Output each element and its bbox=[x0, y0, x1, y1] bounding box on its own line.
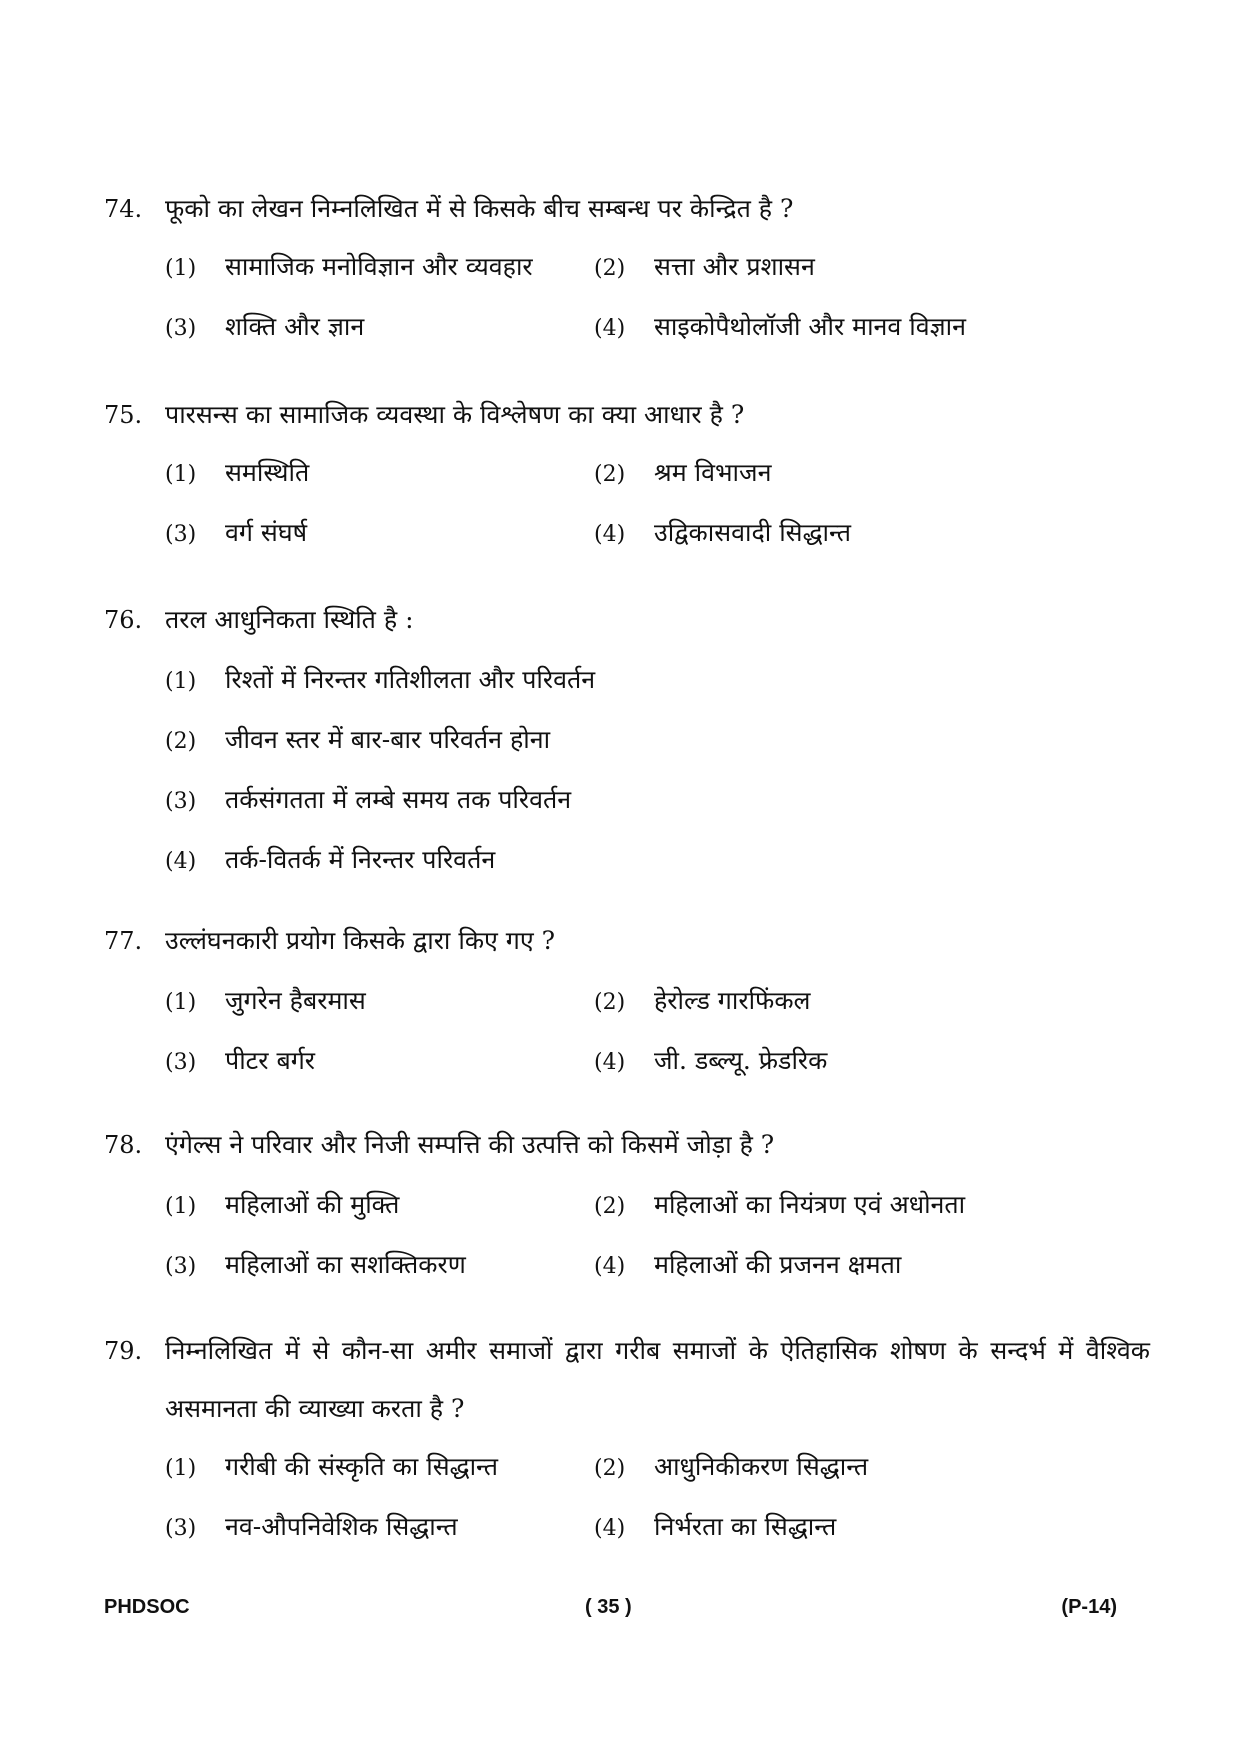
question-number: 78. bbox=[104, 1131, 143, 1159]
option-text: पीटर बर्गर bbox=[225, 1046, 316, 1075]
option-2 bbox=[594, 984, 810, 1020]
option-label: (2) bbox=[594, 256, 626, 281]
option-label: (3) bbox=[165, 316, 197, 341]
option-4 bbox=[594, 1044, 827, 1080]
question-text: फूको का लेखन निम्नलिखित में से किसके बीच सम्बन्ध पर केन्द्रित है ? bbox=[165, 194, 794, 223]
option-text: रिश्तों में निरन्तर गतिशीलता और परिवर्तन bbox=[225, 665, 596, 694]
option-text: महिलाओं का सशक्तिकरण bbox=[225, 1250, 466, 1279]
question-number: 76. bbox=[104, 606, 143, 634]
option-4 bbox=[594, 1510, 836, 1546]
footer-set: (P-14) bbox=[1061, 1596, 1117, 1618]
option-1 bbox=[165, 1188, 399, 1224]
option-label: (2) bbox=[165, 729, 197, 754]
option-1 bbox=[165, 250, 533, 286]
option-label: (4) bbox=[594, 1050, 626, 1075]
option-label: (2) bbox=[594, 1194, 626, 1219]
option-label: (3) bbox=[165, 522, 197, 547]
option-text: शक्ति और ज्ञान bbox=[225, 312, 365, 341]
option-text: आधुनिकीकरण सिद्धान्त bbox=[654, 1452, 869, 1481]
option-label: (1) bbox=[165, 990, 197, 1015]
option-text: समस्थिति bbox=[225, 458, 310, 487]
option-text: जी. डब्ल्यू. फ्रेडरिक bbox=[654, 1046, 828, 1075]
page-number: ( 35 ) bbox=[585, 1596, 632, 1618]
option-label: (3) bbox=[165, 1050, 197, 1075]
question-number: 79. bbox=[104, 1337, 143, 1365]
option-3 bbox=[165, 310, 364, 346]
option-2 bbox=[594, 1450, 868, 1486]
option-3 bbox=[165, 1510, 458, 1546]
option-label: (2) bbox=[594, 990, 626, 1015]
option-label: (2) bbox=[594, 462, 626, 487]
question-text: उल्लंघनकारी प्रयोग किसके द्वारा किए गए ? bbox=[165, 926, 556, 955]
option-label: (1) bbox=[165, 1456, 197, 1481]
question-number: 74. bbox=[104, 195, 143, 223]
option-1 bbox=[165, 1450, 498, 1486]
option-4 bbox=[594, 516, 851, 552]
option-2 bbox=[594, 456, 771, 492]
option-text: जुगरेन हैबरमास bbox=[225, 986, 366, 1015]
option-text: नव-औपनिवेशिक सिद्धान्त bbox=[225, 1512, 458, 1541]
question-text: तरल आधुनिकता स्थिति है : bbox=[165, 605, 414, 634]
option-2 bbox=[594, 1188, 965, 1224]
option-text: तर्क-वितर्क में निरन्तर परिवर्तन bbox=[225, 845, 496, 874]
option-label: (4) bbox=[165, 849, 197, 874]
option-text: वर्ग संघर्ष bbox=[225, 518, 308, 547]
question-number: 75. bbox=[104, 401, 143, 429]
option-text: गरीबी की संस्कृति का सिद्धान्त bbox=[225, 1452, 498, 1481]
question-text: पारसन्स का सामाजिक व्यवस्था के विश्लेषण का क्या आधार है ? bbox=[165, 400, 745, 429]
option-3 bbox=[165, 1044, 315, 1080]
option-label: (3) bbox=[165, 1254, 197, 1279]
option-text: महिलाओं का नियंत्रण एवं अधोनता bbox=[654, 1190, 966, 1219]
option-1 bbox=[165, 456, 309, 492]
option-1 bbox=[165, 663, 595, 699]
option-label: (2) bbox=[594, 1456, 626, 1481]
option-label: (1) bbox=[165, 256, 197, 281]
option-text: महिलाओं की मुक्ति bbox=[225, 1190, 400, 1219]
option-3 bbox=[165, 783, 571, 819]
option-4 bbox=[594, 310, 966, 346]
option-2 bbox=[594, 250, 815, 286]
option-text: महिलाओं की प्रजनन क्षमता bbox=[654, 1250, 902, 1279]
option-label: (1) bbox=[165, 1194, 197, 1219]
option-3 bbox=[165, 1248, 466, 1284]
option-text: जीवन स्तर में बार-बार परिवर्तन होना bbox=[225, 725, 551, 754]
option-text: साइकोपैथोलॉजी और मानव विज्ञान bbox=[654, 312, 967, 341]
option-label: (4) bbox=[594, 522, 626, 547]
option-label: (1) bbox=[165, 462, 197, 487]
option-text: तर्कसंगतता में लम्बे समय तक परिवर्तन bbox=[225, 785, 572, 814]
question-text: निम्नलिखित में से कौन-सा अमीर समाजों द्वारा गरीब समाजों के ऐतिहासिक शोषण के सन्दर्भ में वैश्विक असमानता की व्याख्या करता है ? bbox=[165, 1336, 1150, 1423]
option-text: सत्ता और प्रशासन bbox=[654, 252, 815, 281]
option-label: (3) bbox=[165, 789, 197, 814]
option-4 bbox=[594, 1248, 901, 1284]
option-text: हेरोल्ड गारफिंकल bbox=[654, 986, 811, 1015]
option-text: उद्विकासवादी सिद्धान्त bbox=[654, 518, 851, 547]
option-1 bbox=[165, 984, 366, 1020]
question-number: 77. bbox=[104, 927, 143, 955]
option-label: (1) bbox=[165, 669, 197, 694]
option-text: श्रम विभाजन bbox=[654, 458, 772, 487]
option-text: निर्भरता का सिद्धान्त bbox=[654, 1512, 837, 1541]
option-4 bbox=[165, 843, 495, 879]
question-text: एंगेल्स ने परिवार और निजी सम्पत्ति की उत्पत्ति को किसमें जोड़ा है ? bbox=[165, 1130, 775, 1159]
option-label: (4) bbox=[594, 1254, 626, 1279]
option-text: सामाजिक मनोविज्ञान और व्यवहार bbox=[225, 252, 533, 281]
option-2 bbox=[165, 723, 550, 759]
option-label: (4) bbox=[594, 316, 626, 341]
option-label: (3) bbox=[165, 1516, 197, 1541]
option-3 bbox=[165, 516, 307, 552]
footer-code: PHDSOC bbox=[104, 1596, 190, 1618]
option-label: (4) bbox=[594, 1516, 626, 1541]
